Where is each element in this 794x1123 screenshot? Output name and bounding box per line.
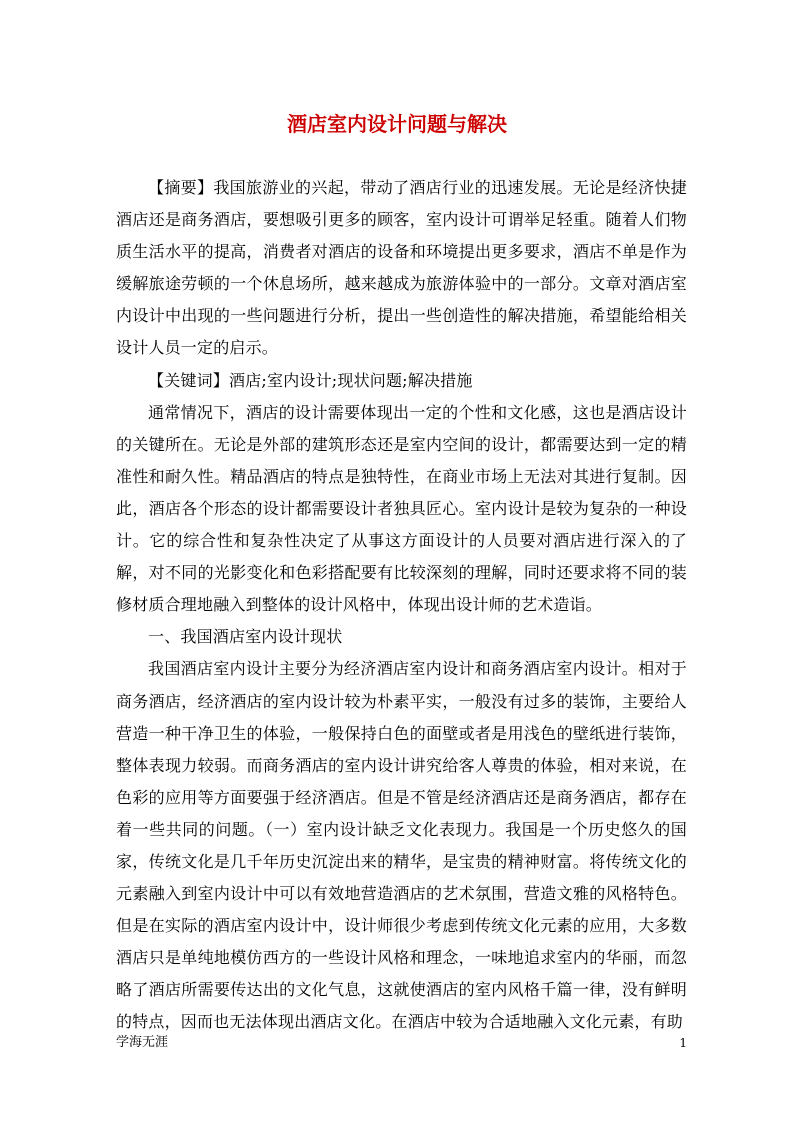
document-body xyxy=(116,172,687,1039)
footer-motto: 学海无涯 xyxy=(116,1035,169,1050)
page-footer xyxy=(116,1033,687,1053)
document-title: 酒店室内设计问题与解决 xyxy=(287,112,507,136)
page-number: 1 xyxy=(679,1036,687,1050)
keywords-paragraph: 【关键词】酒店;室内设计;现状问题;解决措施 xyxy=(148,370,473,390)
abstract-paragraph: 【摘要】我国旅游业的兴起，带动了酒店行业的迅速发展。无论是经济快捷酒店还是商务酒店，要想吸引更多的顾客，室内设计可谓举足轻重。随着人们物质生活水平的提高，消费者对酒店的设备和环境提出更多要求，酒店不单是作为缓解旅途劳顿的一个休息场所，越来越成为旅游体验中的一部分。文章对酒店室内设计中出现的一些问题进行分析，提出一些创造性的解决措施，希望能给相关设计人员一定的启示。 xyxy=(116,178,687,358)
section-paragraph: 我国酒店室内设计主要分为经济酒店室内设计和商务酒店室内设计。相对于商务酒店，经济酒店的室内设计较为朴素平实，一般没有过多的装饰，主要给人营造一种干净卫生的体验，一般保持白色的面壁或者是用浅色的壁纸进行装饰，整体表现力较弱。而商务酒店的室内设计讲究给客人尊贵的体验，相对来说，在色彩的应用等方面要强于经济酒店。但是不管是经济酒店还是商务酒店，都存在着一些共同的问题。（一）室内设计缺乏文化表现力。我国是一个历史悠久的国家，传统文化是几千年历史沉淀出来的精华，是宝贵的精神财富。将传统文化的元素融入到室内设计中可以有效地营造酒店的艺术氛围，营造文雅的风格特色。但是在实际的酒店室内设计中，设计师很少考虑到传统文化元素的应用，大多数酒店只是单纯地模仿西方的一些设计风格和理念，一味地追求室内的华丽，而忽略了酒店所需要传达出的文化气息，这就使酒店的室内风格千篇一律，没有鲜明的特点，因而也无法体现出酒店文化。在酒店中较为合适地融入文化元素，有助 xyxy=(116,659,687,1032)
intro-paragraph: 通常情况下，酒店的设计需要体现出一定的个性和文化感，这也是酒店设计的关键所在。无论是外部的建筑形态还是室内空间的设计，都需要达到一定的精准性和耐久性。精品酒店的特点是独特性，在商业市场上无法对其进行复制。因此，酒店各个形态的设计都需要设计者独具匠心。室内设计是较为复杂的一种设计。它的综合性和复杂性决定了从事这方面设计的人员要对酒店进行深入的了解，对不同的光影变化和色彩搭配要有比较深刻的理解，同时还要求将不同的装修材质合理地融入到整体的设计风格中，体现出设计师的艺术造诣。 xyxy=(116,402,687,615)
section-heading: 一、我国酒店室内设计现状 xyxy=(148,627,343,647)
